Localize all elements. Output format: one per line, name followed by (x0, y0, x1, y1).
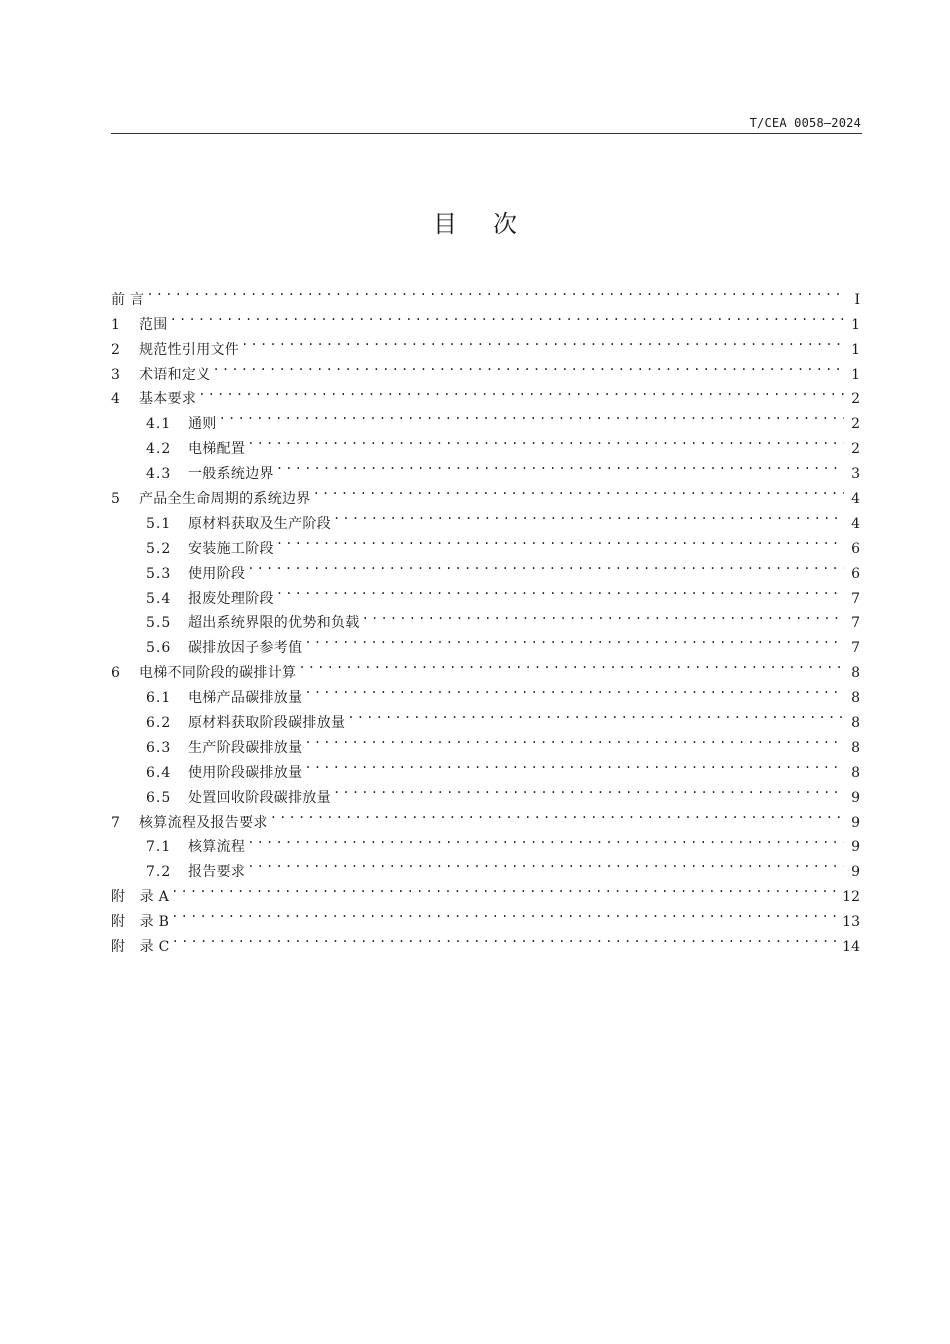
toc-dot-leader (304, 752, 844, 777)
toc-entry-label: 附 录 C (111, 939, 170, 956)
table-of-contents (111, 279, 860, 956)
toc-entry-page: 6 (851, 540, 860, 557)
toc-entry-label: 使用阶段碳排放量 (188, 764, 303, 781)
toc-entry-label: 碳排放因子参考值 (188, 640, 303, 657)
toc-dot-leader (313, 478, 844, 503)
toc-title: 目次 (433, 210, 553, 238)
toc-entry-page: 9 (851, 839, 860, 856)
toc-dot-leader (170, 304, 844, 329)
toc-entry-number: 1 (111, 316, 120, 333)
toc-entry[interactable] (111, 926, 860, 956)
toc-entry-page: 8 (851, 715, 860, 732)
toc-dot-leader (347, 702, 844, 727)
toc-entry-number: 6.2 (146, 715, 172, 732)
toc-dot-leader (241, 329, 844, 354)
toc-entry-number: 5.1 (146, 515, 172, 532)
toc-entry-label: 电梯产品碳排放量 (188, 690, 303, 707)
toc-entry-page: 6 (851, 565, 860, 582)
toc-entry-page: 9 (851, 789, 860, 806)
toc-entry[interactable] (111, 901, 860, 931)
toc-dot-leader (247, 428, 844, 453)
toc-entry-number: 4.3 (146, 466, 172, 483)
toc-entry[interactable] (111, 329, 860, 358)
toc-entry-label: 安装施工阶段 (188, 540, 274, 557)
toc-entry-number: 6 (111, 665, 120, 682)
toc-entry-page: 1 (851, 341, 860, 358)
toc-dot-leader (247, 851, 844, 876)
toc-dot-leader (219, 403, 844, 428)
toc-entry-label: 附 录 A (111, 889, 170, 906)
toc-entry-number: 6.4 (146, 764, 172, 781)
toc-entry[interactable] (111, 403, 860, 433)
toc-entry-label: 核算流程 (188, 839, 246, 856)
toc-entry-number: 5.6 (146, 640, 172, 657)
toc-entry-page: 7 (851, 590, 860, 607)
toc-entry[interactable] (111, 304, 860, 333)
toc-entry[interactable] (111, 428, 860, 458)
toc-dot-leader (304, 727, 844, 752)
toc-entry-page: 1 (851, 366, 860, 383)
toc-dot-leader (333, 503, 844, 528)
toc-entry-page: 2 (851, 416, 860, 433)
toc-entry-number: 4 (111, 391, 120, 408)
toc-dot-leader (276, 453, 844, 478)
toc-entry-number: 7.2 (146, 864, 172, 881)
toc-entry-page: 9 (851, 864, 860, 881)
toc-dot-leader (213, 354, 845, 379)
toc-dot-leader (304, 677, 844, 702)
toc-entry-number: 2 (111, 341, 120, 358)
toc-entry-label: 使用阶段 (188, 565, 246, 582)
toc-dot-leader (276, 578, 844, 603)
toc-entry[interactable] (111, 279, 860, 308)
toc-entry-page: 7 (851, 615, 860, 632)
toc-entry-label: 电梯不同阶段的碳排计算 (139, 665, 297, 682)
toc-entry-label: 处置回收阶段碳排放量 (188, 789, 331, 806)
toc-entry-label: 电梯配置 (188, 441, 246, 458)
toc-entry-number: 4.1 (146, 416, 172, 433)
toc-entry-page: 8 (851, 690, 860, 707)
document-code: T/CEA 0058—2024 (749, 116, 861, 130)
toc-entry-number: 7.1 (146, 839, 172, 856)
toc-entry-label: 报废处理阶段 (188, 590, 274, 607)
toc-entry-page: 2 (851, 441, 860, 458)
toc-entry-label: 基本要求 (139, 391, 197, 408)
toc-dot-leader (247, 553, 844, 578)
toc-entry-number: 5.4 (146, 590, 172, 607)
toc-entry-number: 3 (111, 366, 120, 383)
toc-entry-number: 6.5 (146, 789, 172, 806)
toc-entry-page: 4 (851, 491, 860, 508)
toc-entry[interactable] (111, 876, 860, 906)
toc-dot-leader (362, 603, 844, 628)
toc-entry-label: 原材料获取阶段碳排放量 (188, 715, 346, 732)
toc-entry-number: 5.3 (146, 565, 172, 582)
toc-entry-number: 6.3 (146, 739, 172, 756)
toc-dot-leader (247, 827, 844, 852)
toc-entry-page: 9 (851, 814, 860, 831)
toc-entry-number: 6.1 (146, 690, 172, 707)
toc-entry-page: 8 (851, 764, 860, 781)
toc-dot-leader (304, 627, 844, 652)
toc-dot-leader (146, 279, 844, 304)
toc-entry-label: 超出系统界限的优势和负载 (188, 615, 360, 632)
header-rule (111, 133, 862, 134)
toc-entry-label: 规范性引用文件 (139, 341, 240, 358)
toc-dot-leader (333, 777, 844, 802)
toc-entry-number: 4.2 (146, 441, 172, 458)
toc-entry-label: 附 录 B (111, 914, 170, 931)
toc-entry[interactable] (111, 354, 860, 383)
toc-entry-page: I (854, 291, 860, 308)
toc-entry-page: 8 (851, 739, 860, 756)
toc-dot-leader (172, 926, 841, 951)
toc-entry-page: 4 (851, 515, 860, 532)
toc-entry-page: 2 (851, 391, 860, 408)
toc-dot-leader (276, 528, 844, 553)
toc-entry-page: 14 (842, 939, 860, 956)
toc-entry-label: 生产阶段碳排放量 (188, 739, 303, 756)
toc-entry-number: 5.2 (146, 540, 172, 557)
toc-entry-number: 5 (111, 491, 120, 508)
toc-entry-label: 术语和定义 (139, 366, 211, 383)
toc-entry-label: 通则 (188, 416, 217, 433)
toc-entry-label: 产品全生命周期的系统边界 (139, 491, 311, 508)
toc-entry-label: 前 言 (111, 291, 145, 308)
toc-entry-label: 核算流程及报告要求 (139, 814, 268, 831)
toc-dot-leader (171, 876, 840, 901)
toc-dot-leader (198, 379, 844, 404)
toc-entry-page: 13 (842, 914, 860, 931)
toc-entry-page: 7 (851, 640, 860, 657)
toc-entry-label: 原材料获取及生产阶段 (188, 515, 331, 532)
toc-entry-label: 一般系统边界 (188, 466, 274, 483)
toc-entry-number: 5.5 (146, 615, 172, 632)
toc-dot-leader (171, 901, 840, 926)
toc-entry-page: 1 (851, 316, 860, 333)
toc-dot-leader (270, 802, 844, 827)
toc-entry-label: 范围 (139, 316, 168, 333)
toc-entry[interactable] (111, 379, 860, 408)
toc-dot-leader (298, 652, 844, 677)
toc-entry-page: 12 (842, 889, 860, 906)
toc-entry-page: 8 (851, 665, 860, 682)
toc-entry-page: 3 (851, 466, 860, 483)
toc-entry-label: 报告要求 (188, 864, 246, 881)
toc-entry-number: 7 (111, 814, 120, 831)
